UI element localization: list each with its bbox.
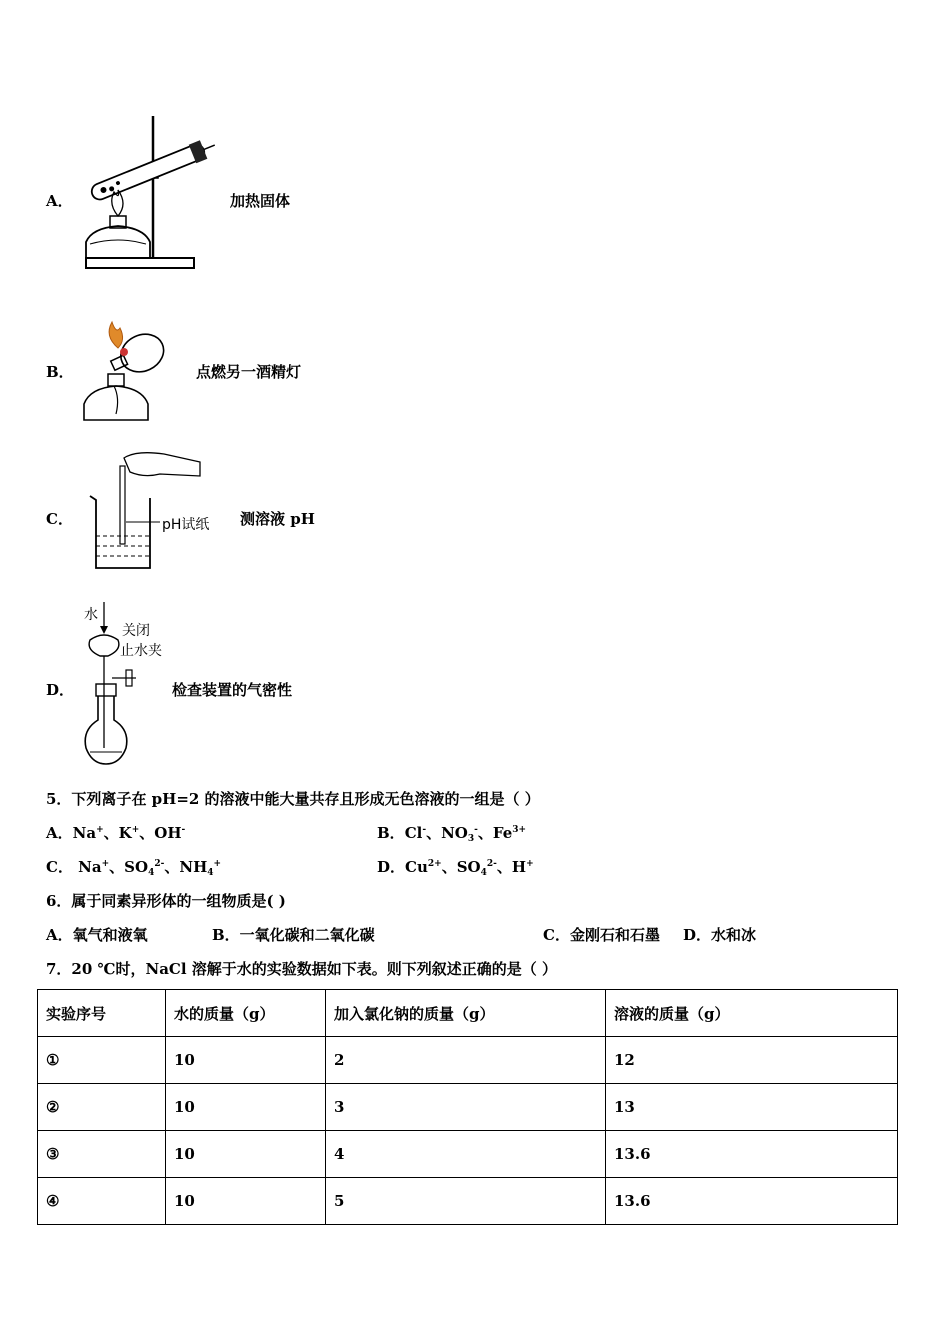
option-a-text: 加热固体 [230, 192, 291, 210]
q6-option-a: A．氧气和液氧 [46, 926, 148, 944]
table-cell: ① [38, 1037, 166, 1084]
figure-heating-solid [78, 112, 218, 274]
table-cell: 5 [326, 1178, 606, 1225]
clamp-label: 止水夹 [120, 643, 162, 659]
table-cell: 13.6 [606, 1178, 898, 1225]
figure-ph-test [84, 448, 206, 572]
table-cell: 10 [166, 1178, 326, 1225]
table-header-cell: 实验序号 [38, 990, 166, 1037]
q5-stem: 5．下列离子在 pH=2 的溶液中能大量共存且形成无色溶液的一组是（ ） [46, 790, 540, 808]
table-row [38, 1131, 898, 1178]
option-b-text: 点燃另一酒精灯 [196, 363, 302, 381]
option-b-letter: B． [46, 363, 74, 381]
table-cell: 3 [326, 1084, 606, 1131]
q5-option-b: B．Cl-、$NO_3^-$、$Fe^{3+}$ [377, 824, 527, 844]
table-row [38, 1178, 898, 1225]
q6-option-d: D．水和冰 [683, 926, 757, 944]
option-d-text: 检查装置的气密性 [172, 681, 293, 699]
table-cell: 10 [166, 1084, 326, 1131]
table-header-cell: 溶液的质量（g） [606, 990, 898, 1037]
option-d-letter: D． [46, 681, 75, 699]
option-c-letter: C． [46, 510, 73, 528]
q6-stem: 6．属于同素异形体的一组物质是( ) [46, 892, 286, 910]
table-cell: 13 [606, 1084, 898, 1131]
table-cell: ② [38, 1084, 166, 1131]
table-row [38, 1084, 898, 1131]
table-header-cell: 水的质量（g） [166, 990, 326, 1037]
table-cell: ④ [38, 1178, 166, 1225]
nacl-data-table [37, 989, 898, 1225]
figure-lighting-burner [80, 318, 180, 424]
table-cell: 13.6 [606, 1131, 898, 1178]
option-c-text: 测溶液 pH [240, 510, 315, 528]
table-header-cell: 加入氯化钠的质量（g） [326, 990, 606, 1037]
ph-paper-label: pH试纸 [162, 517, 210, 533]
table-cell: 2 [326, 1037, 606, 1084]
table-cell: 4 [326, 1131, 606, 1178]
q5-option-d: D．$Cu^{2+}$、$SO_4^{2-}$、H+ [377, 858, 534, 878]
q5-option-c: C． Na+、$SO_4^{2-}$、$NH_4^+$ [46, 858, 222, 878]
table-row [38, 1037, 898, 1084]
q6-option-c: C．金刚石和石墨 [543, 926, 660, 944]
table-cell: 12 [606, 1037, 898, 1084]
close-label: 关闭 [122, 623, 150, 639]
q5-option-a: A．Na+、K+、OH- [46, 824, 186, 842]
q7-stem: 7．20 ℃时，NaCl 溶解于水的实验数据如下表。则下列叙述正确的是（ ） [46, 960, 558, 978]
option-a-letter: A． [46, 192, 73, 210]
table-cell: 10 [166, 1131, 326, 1178]
table-header-row [38, 990, 898, 1037]
q6-option-b: B．一氧化碳和二氧化碳 [212, 926, 375, 944]
table-cell: 10 [166, 1037, 326, 1084]
water-label: 水 [84, 607, 98, 623]
table-cell: ③ [38, 1131, 166, 1178]
